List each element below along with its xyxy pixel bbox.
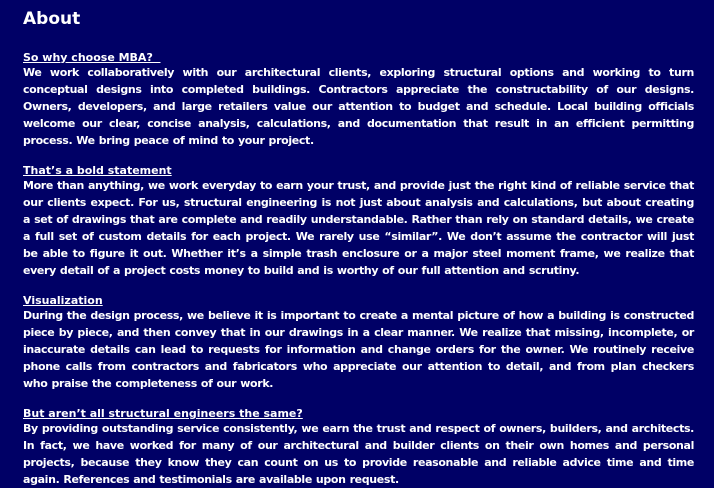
section-heading: That’s a bold statement: [23, 164, 172, 177]
section-heading: But aren’t all structural engineers the same?: [23, 407, 303, 420]
section-body: We work collaboratively with our architectural clients, exploring structural options and working to turn conceptual designs into completed buildings. Contractors appreciate the constructability of our designs. Owners, developers, and large retailers value our attention to budget and schedule. Local building officials welcome our clear, concise analysis, calculations, and documentation that result in an efficient permitting process. We bring peace of mind to your project.: [23, 66, 694, 147]
section-heading: So why choose MBA?: [23, 51, 161, 64]
section-visualization: [23, 294, 694, 392]
section-why-choose: [23, 51, 694, 149]
page-title: About: [23, 9, 81, 29]
section-body: By providing outstanding service consistently, we earn the trust and respect of owners, builders, and architects. In fact, we have worked for many of our architectural and builder clients on their own homes and personal projects, because they know they can count on us to provide reasonable and reliable advice time and time again. References and testimonials are available upon request.: [23, 422, 694, 486]
section-body: During the design process, we believe it is important to create a mental picture of how a building is constructed piece by piece, and then convey that in our drawings in a clear manner. We realize that missing, incomplete, or inaccurate details can lead to requests for information and change orders for the owner. We routinely receive phone calls from contractors and fabricators who appreciate our attention to detail, and from plan checkers who praise the completeness of our work.: [23, 309, 694, 390]
section-bold-statement: [23, 164, 694, 279]
section-body: More than anything, we work everyday to earn your trust, and provide just the right kind of reliable service that our clients expect. For us, structural engineering is not just about analysis and calculations, but about creating a set of drawings that are complete and readily understandable. Rather than rely on standard details, we create a full set of custom details for each project. We rarely use “similar”. We don’t assume the contractor will just be able to figure it out. Whether it’s a simple trash enclosure or a major steel moment frame, we realize that every detail of a project costs money to build and is worthy of our full attention and scrutiny.: [23, 179, 694, 277]
section-heading: Visualization: [23, 294, 103, 307]
